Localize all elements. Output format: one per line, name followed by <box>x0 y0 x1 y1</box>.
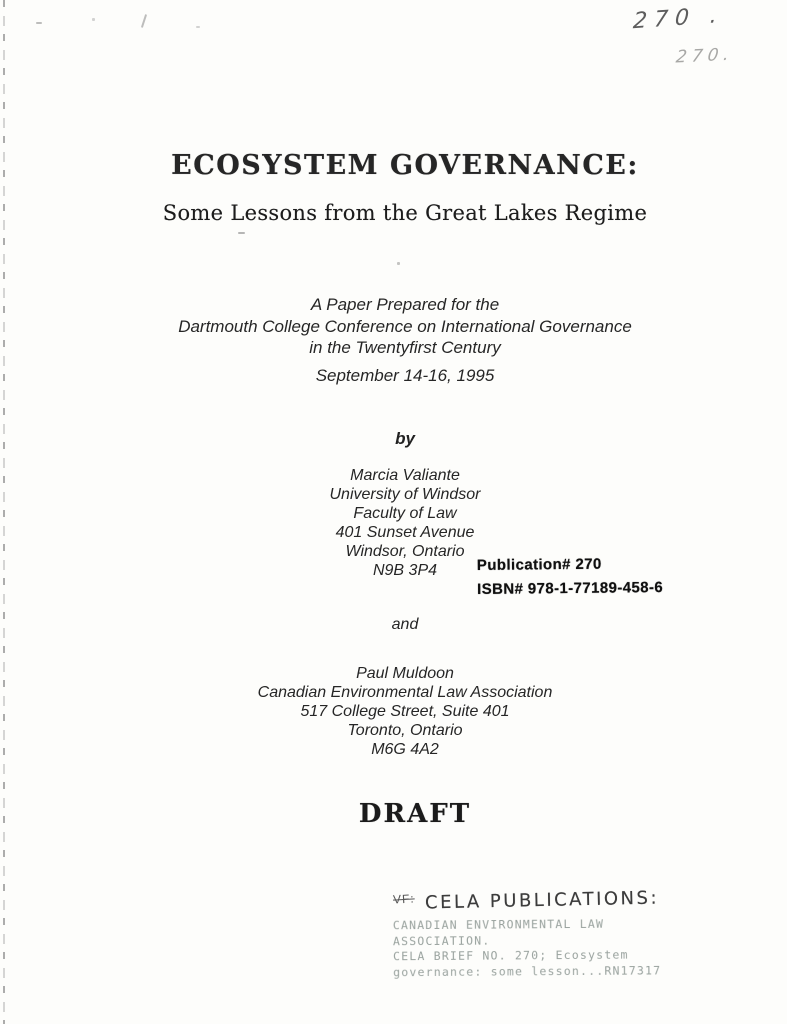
author-block-2 <box>23 664 787 759</box>
conference-line: A Paper Prepared for the <box>310 295 500 314</box>
scan-edge-artifact <box>3 0 5 1024</box>
author-address-line: Toronto, Ontario <box>347 722 463 739</box>
author-address-line: M6G 4A2 <box>371 741 439 758</box>
handwritten-number-annotation-faint: 270. <box>674 44 736 68</box>
conference-date: September 14-16, 1995 <box>315 366 495 385</box>
conference-line: in the Twentyfirst Century <box>309 338 501 357</box>
stamp-title: CELA PUBLICATIONS: <box>424 887 660 914</box>
stamp-typed-line: CANADIAN ENVIRONMENTAL LAW <box>392 916 605 933</box>
author-block-1 <box>23 466 787 580</box>
cela-library-stamp <box>392 887 753 979</box>
scan-speckle <box>238 232 245 234</box>
scan-speckle <box>196 26 200 28</box>
author-address-line: Canadian Environmental Law Association <box>257 684 553 701</box>
stamp-typed-line: ASSOCIATION. <box>392 933 491 948</box>
author-address-line: Windsor, Ontario <box>345 543 465 560</box>
author-address-line: Faculty of Law <box>353 505 457 522</box>
stamp-typed-line: governance: some lesson...RN17317 <box>393 962 662 979</box>
isbn-number: ISBN# 978-1-77189-458-6 <box>477 579 664 598</box>
author-address-line: N9B 3P4 <box>372 562 438 579</box>
publication-stamp <box>477 552 663 602</box>
scan-speckle <box>36 22 42 24</box>
conference-description <box>23 294 787 359</box>
conference-line: Dartmouth College Conference on International Governance <box>178 316 632 336</box>
author-address-line: 401 Sunset Avenue <box>335 524 475 541</box>
byline: by <box>395 429 415 448</box>
stamp-vf-prefix: VF: <box>392 891 416 907</box>
page-subtitle: Some Lessons from the Great Lakes Regime <box>162 201 648 225</box>
stamp-handwritten-line <box>392 887 753 914</box>
author-name: Marcia Valiante <box>350 467 460 484</box>
page-title: ECOSYSTEM GOVERNANCE: <box>171 150 639 181</box>
draft-stamp: DRAFT <box>358 799 472 829</box>
stamp-typed-block <box>393 916 753 981</box>
author-address-line: University of Windsor <box>329 486 481 503</box>
scan-speckle <box>141 14 147 28</box>
scan-speckle <box>397 262 400 265</box>
author-address-line: 517 College Street, Suite 401 <box>300 703 510 720</box>
stamp-typed-line: CELA BRIEF NO. 270; Ecosystem <box>393 947 629 964</box>
publication-number: Publication# 270 <box>476 555 602 574</box>
author-name: Paul Muldoon <box>356 665 454 682</box>
scan-speckle <box>92 18 95 21</box>
and-connector: and <box>391 616 419 633</box>
handwritten-number-annotation: 270 . <box>632 2 725 35</box>
